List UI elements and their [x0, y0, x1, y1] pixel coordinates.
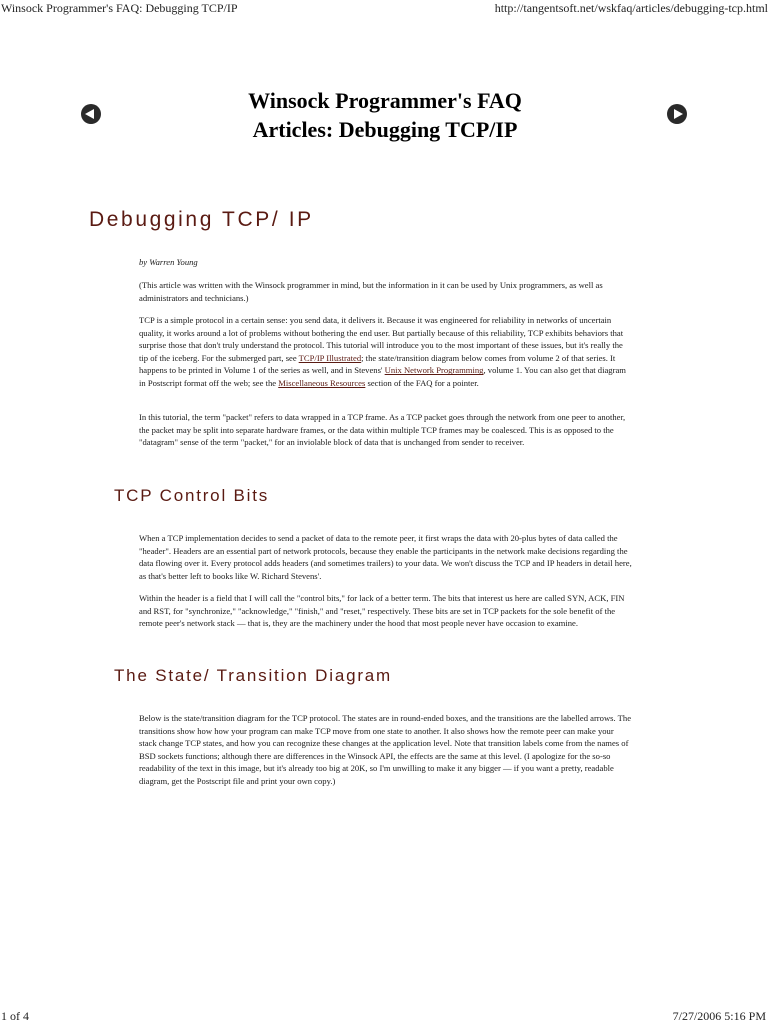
control-bits-paragraph-2: Within the header is a field that I will call the "control bits," for lack of a better term. The bits that interest us here are called SYN, ACK, FIN and RST, for "synchronize," "acknowledge," "finish," and "reset," respectively. These bits are set in TCP packets for the sole benefit of the remote peer's network stack — that is, they are the machinery under the hood that most people never have occasion to examine. [139, 593, 625, 629]
site-title-line1: Winsock Programmer's FAQ [248, 88, 522, 113]
site-title-line2: Articles: Debugging TCP/IP [252, 117, 518, 142]
intro-text-3: , volume 1. You can also get that diagram in Postscript format off the web; see the [139, 365, 626, 388]
site-title [180, 86, 590, 144]
author-note: (This article was written with the Winsock programmer in mind, but the information in it can be used by Unix programmers, as well as administrators and technicians.) [139, 280, 603, 303]
intro-paragraph [139, 314, 633, 390]
print-header-url: http://tangentsoft.net/wskfaq/articles/debugging-tcp.html [494, 1, 768, 15]
state-diagram-paragraph: Below is the state/transition diagram for the TCP protocol. The states are in round-ended boxes, and the transitions are the labelled arrows. The transitions show how how your program can make TCP move from one state to another. It also shows how the remote peer can make your stack change TCP states, and how you can recognize these changes at the application level. Note that transition labels come from the names of BSD sockets functions; although there are differences in the Winsock API, the effects are the same at this level. (I apologize for the so-so readability of the text in this image, but it's already too big at 20K, so I'm unwilling to make it any bigger — if you want a pretty, readable diagram, get the Postscript file and print your own copy.) [139, 713, 632, 786]
intro-text-4: section of the FAQ for a pointer. [365, 377, 479, 388]
article-heading: Debugging TCP/ IP [89, 208, 314, 231]
intro-text-1: TCP is a simple protocol in a certain sense: you send data, it delivers it. Because it was engineered for reliability in networks of uncertain quality, it works around a lot of problems without bothering the end user. But partially because of this reliability, TCP exhibits behaviors that surprise those that don't truly understand the protocol. This tutorial will introduce you to the most important of these issues, but it's really the tip of the iceberg. For the submerged part, see [139, 315, 624, 363]
control-bits-paragraph-1: When a TCP implementation decides to send a packet of data to the remote peer, it first wraps the data with 20-plus bytes of data called the "header". Headers are an essential part of network protocols, because they enable the participants in the network make decisions regarding the data flowing over it. Every protocol adds headers (and sometimes trailers) to your data. We won't discuss the TCP and IP headers in detail here, as that's better left to books like W. Richard Stevens'. [139, 533, 632, 581]
packet-paragraph: In this tutorial, the term "packet" refers to data wrapped in a TCP frame. As a TCP packet goes through the network from one peer to another, the packet may be split into separate hardware frames, or the data within multiple TCP frames may be coalesced. This is as opposed to the "datagram" sense of the term "packet," for an inviolable block of data that is unchanged from sender to receiver. [139, 412, 626, 448]
unix-network-programming-link[interactable]: Unix Network Programming [384, 365, 484, 376]
tcpip-illustrated-link[interactable]: TCP/IP Illustrated [298, 352, 362, 363]
control-bits-heading: TCP Control Bits [114, 486, 270, 505]
arrow-right-circle-icon[interactable] [667, 104, 687, 124]
print-footer [0, 1008, 768, 1024]
page-count: 1 of 4 [1, 1009, 29, 1023]
byline: by Warren Young [139, 257, 198, 267]
state-diagram-heading: The State/ Transition Diagram [114, 666, 393, 685]
print-header-title: Winsock Programmer's FAQ: Debugging TCP/IP [1, 1, 238, 15]
intro-text-2: ; the state/transition diagram below comes from volume 2 of that series. It happens to be printed in Volume 1 of the series as well, and in Stevens' [139, 352, 616, 376]
misc-resources-link[interactable]: Miscellaneous Resources [278, 377, 366, 388]
print-header [0, 0, 768, 16]
print-datetime: 7/27/2006 5:16 PM [672, 1009, 766, 1023]
arrow-left-circle-icon[interactable] [81, 104, 101, 124]
